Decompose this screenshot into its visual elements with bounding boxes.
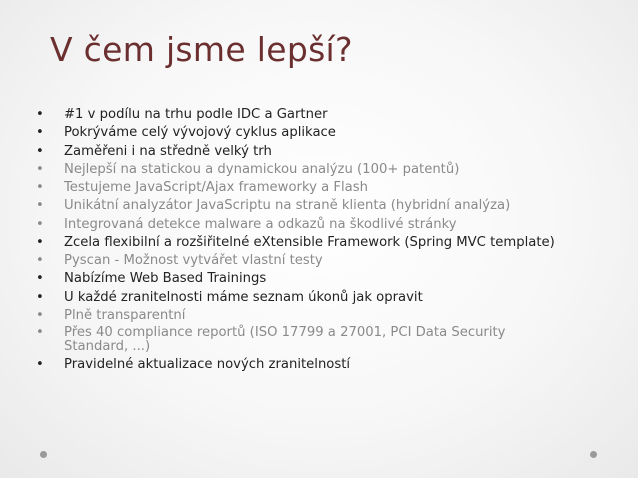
bullet-text: Unikátní analyzátor JavaScriptu na straně klienta (hybridní analýza): [64, 198, 511, 214]
bullet-item: [36, 235, 596, 251]
bullet-icon: •: [36, 107, 44, 122]
bullet-icon: •: [36, 216, 44, 232]
decorative-dot-left: [40, 451, 47, 458]
decorative-dot-right: [590, 451, 597, 458]
bullet-text: Testujeme JavaScript/Ajax frameworky a Flash: [64, 180, 368, 195]
bullet-item: [36, 162, 596, 178]
bullet-icon: •: [36, 253, 44, 268]
bullet-text: Pokrýváme celý vývojový cyklus aplikace: [64, 125, 336, 141]
bullet-icon: •: [36, 289, 44, 305]
bullet-icon: •: [36, 234, 44, 250]
bullet-text: Zcela flexibilní a rozšiřitelné eXtensible Framework (Spring MVC template): [64, 234, 555, 250]
bullet-text: Pyscan - Možnost vytvářet vlastní testy: [64, 253, 323, 268]
bullet-item: [36, 357, 596, 373]
bullet-item: [36, 198, 596, 214]
bullet-item: [36, 217, 596, 233]
bullet-text: Plně transparentní: [64, 307, 186, 323]
bullet-text: Přes 40 compliance reportů (ISO 17799 a 27001, PCI Data Security Standard, ...): [64, 325, 506, 354]
bullet-text: #1 v podílu na trhu podle IDC a Gartner: [64, 107, 328, 122]
bullet-icon: •: [36, 198, 44, 214]
bullet-item: [36, 253, 596, 269]
bullet-item: [36, 308, 596, 324]
bullet-item: [36, 290, 596, 306]
bullet-text: Zaměřeni i na středně velký trh: [64, 143, 272, 159]
bullet-text: Nabízíme Web Based Trainings: [64, 271, 267, 287]
bullet-text: Integrovaná detekce malware a odkazů na škodlivé stránky: [64, 216, 457, 232]
bullet-icon: •: [36, 143, 44, 159]
bullet-icon: •: [36, 271, 44, 287]
bullet-icon: •: [36, 180, 44, 195]
bullet-icon: •: [36, 307, 44, 323]
bullet-item: [36, 107, 596, 123]
bullet-item: [36, 180, 596, 196]
bullet-item: [36, 326, 544, 354]
bullet-icon: •: [36, 161, 44, 177]
bullet-item: [36, 125, 596, 141]
bullet-icon: •: [36, 125, 44, 141]
bullet-icon: •: [36, 356, 44, 372]
bullet-text: U každé zranitelnosti máme seznam úkonů jak opravit: [64, 289, 423, 305]
bullet-item: [36, 271, 596, 287]
bullet-list: [36, 107, 596, 375]
bullet-icon: •: [36, 325, 44, 340]
bullet-item: [36, 144, 596, 160]
bullet-text: Pravidelné aktualizace nových zranitelností: [64, 356, 351, 372]
bullet-text: Nejlepší na statickou a dynamickou analýzu (100+ patentů): [64, 161, 460, 177]
slide-title: V čem jsme lepší?: [50, 30, 353, 69]
